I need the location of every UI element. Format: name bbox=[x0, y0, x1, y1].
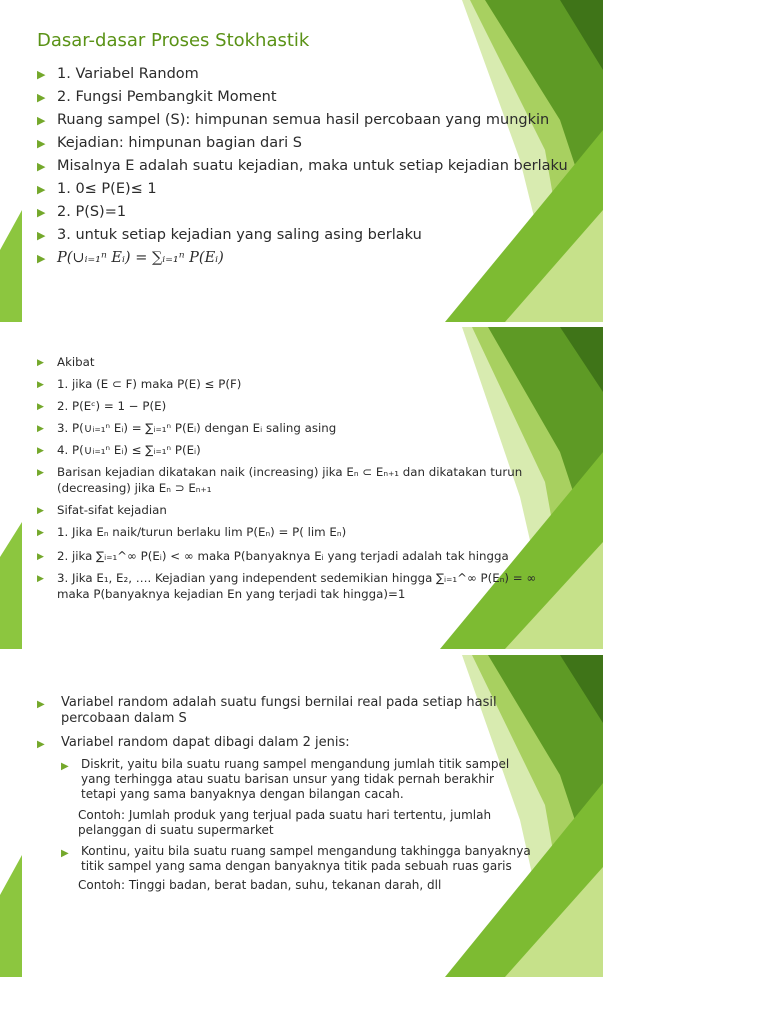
list-item: ▶ Ruang sampel (S): himpunan semua hasil percobaan yang mungkin bbox=[37, 110, 568, 133]
bullet-arrow-icon: ▶ bbox=[37, 183, 46, 196]
bullet-arrow-icon: ▶ bbox=[37, 114, 46, 127]
slide-3 bbox=[0, 655, 603, 977]
list-item: ▶ 1. Variabel Random bbox=[37, 64, 568, 87]
bullet-arrow-icon: ▶ bbox=[37, 528, 44, 538]
list-item: ▶ 2. P(Eᶜ) = 1 − P(E) bbox=[37, 399, 167, 413]
list-item: ▶ Sifat-sifat kejadian bbox=[37, 503, 167, 517]
bullet-arrow-icon: ▶ bbox=[37, 424, 44, 434]
list-item: ▶ 1. jika (E ⊂ F) maka P(E) ≤ P(F) bbox=[37, 377, 242, 391]
list-item: ▶ 2. jika ∑ᵢ₌₁^∞ P(Eᵢ) < ∞ maka P(banyaknya Eᵢ yang terjadi adalah tak hingga bbox=[37, 549, 509, 563]
slide-2 bbox=[0, 327, 603, 649]
sub-item-kontinu: ▶ Kontinu, yaitu bila suatu ruang sampel mengandung takhingga banyaknya titik sampel yang sama dengan banyaknya titik pada sebuah ruas garis bbox=[61, 844, 531, 873]
bullet-arrow-icon: ▶ bbox=[37, 68, 46, 81]
bullet-arrow-icon: ▶ bbox=[61, 761, 69, 772]
bullet-arrow-icon: ▶ bbox=[37, 229, 46, 242]
slide-1 bbox=[0, 0, 603, 322]
bullet-arrow-icon: ▶ bbox=[37, 699, 45, 710]
sub-item-diskrit: ▶ Diskrit, yaitu bila suatu ruang sampel mengandung jumlah titik sampel yang terhingga atau suatu barisan unsur yang tidak pernah berakhir tetapi yang sama banyaknya dengan bilangan cacah. bbox=[61, 757, 510, 801]
list-item: ▶ Misalnya E adalah suatu kejadian, maka untuk setiap kejadian berlaku bbox=[37, 156, 568, 179]
list-item: ▶ 2. P(S)=1 bbox=[37, 202, 568, 225]
sub-list bbox=[61, 757, 531, 802]
bullet-arrow-icon: ▶ bbox=[37, 468, 44, 478]
bullet-arrow-icon: ▶ bbox=[37, 739, 45, 750]
list-item: ▶ Barisan kejadian dikatakan naik (increasing) jika Eₙ ⊂ Eₙ₊₁ dan dikatakan turun bbox=[37, 465, 523, 479]
bullet-arrow-icon: ▶ bbox=[37, 160, 46, 173]
list-item: ▶ 3. Jika E₁, E₂, …. Kejadian yang independent sedemikian hingga ∑ᵢ₌₁^∞ P(Eₙ) = ∞ bbox=[37, 571, 537, 585]
sub-list bbox=[61, 844, 531, 874]
list-item-continuation: (decreasing) jika Eₙ ⊃ Eₙ₊₁ bbox=[57, 481, 212, 495]
bullet-list bbox=[37, 354, 536, 602]
bullet-arrow-icon: ▶ bbox=[37, 358, 44, 368]
list-item: ▶ 3. untuk setiap kejadian yang saling asing berlaku bbox=[37, 225, 568, 248]
bullet-arrow-icon: ▶ bbox=[37, 552, 44, 562]
bullet-arrow-icon: ▶ bbox=[37, 506, 44, 516]
bullet-arrow-icon: ▶ bbox=[61, 848, 69, 859]
list-item: ▶ 1. 0≤ P(E)≤ 1 bbox=[37, 179, 568, 202]
list-item bbox=[37, 248, 568, 271]
list-item: ▶ Kejadian: himpunan bagian dari S bbox=[37, 133, 568, 156]
bullet-list bbox=[37, 64, 568, 271]
list-item: ▶ Variabel random adalah suatu fungsi bernilai real pada setiap hasil percobaan dalam S bbox=[37, 695, 497, 726]
bullet-list bbox=[37, 695, 531, 893]
bullet-arrow-icon: ▶ bbox=[37, 402, 44, 412]
list-item: ▶ 3. P(∪ᵢ₌₁ⁿ Eᵢ) = ∑ᵢ₌₁ⁿ P(Eᵢ) dengan Eᵢ saling asing bbox=[37, 421, 337, 435]
list-item: ▶ Variabel random dapat dibagi dalam 2 jenis: ▶ Diskrit, yaitu bila suatu ruang sampel mengandung jumlah titik sampel yang terhingga atau suatu barisan unsur yang tidak pernah berakhir tetapi yang sama banyaknya dengan bilangan cacah. Contoh: Jumlah produk yang terjual pada suatu hari tertentu, jumlah pelanggan di suatu supermarket ▶ Kontinu, yaitu bila suatu ruang sampel mengandung takhingga banyaknya titik sampel yang sama dengan banyaknya titik pada sebuah ruas garis Contoh: Tinggi badan, berat badan, suhu, tekanan darah, dll bbox=[37, 735, 531, 892]
list-item: ▶ 2. Fungsi Pembangkit Moment bbox=[37, 87, 568, 110]
bullet-arrow-icon: ▶ bbox=[37, 137, 46, 150]
list-item-continuation: maka P(banyaknya kejadian En yang terjadi tak hingga)=1 bbox=[57, 587, 406, 601]
bullet-arrow-icon: ▶ bbox=[37, 446, 44, 456]
list-item: ▶ 4. P(∪ᵢ₌₁ⁿ Eᵢ) ≤ ∑ᵢ₌₁ⁿ P(Eᵢ) bbox=[37, 443, 201, 457]
formula: P(∪ᵢ₌₁ⁿ Eᵢ) = ∑ᵢ₌₁ⁿ P(Eᵢ) bbox=[57, 250, 224, 266]
list-item: ▶ Akibat bbox=[37, 355, 95, 369]
bullet-arrow-icon: ▶ bbox=[37, 91, 46, 104]
bullet-arrow-icon: ▶ bbox=[37, 574, 44, 584]
bullet-arrow-icon: ▶ bbox=[37, 206, 46, 219]
slide-title: Dasar-dasar Proses Stokhastik bbox=[37, 30, 310, 51]
list-item: ▶ 1. Jika Eₙ naik/turun berlaku lim P(Eₙ) = P( lim Eₙ) bbox=[37, 525, 347, 539]
bullet-arrow-icon: ▶ bbox=[37, 252, 46, 265]
bullet-arrow-icon: ▶ bbox=[37, 380, 44, 390]
